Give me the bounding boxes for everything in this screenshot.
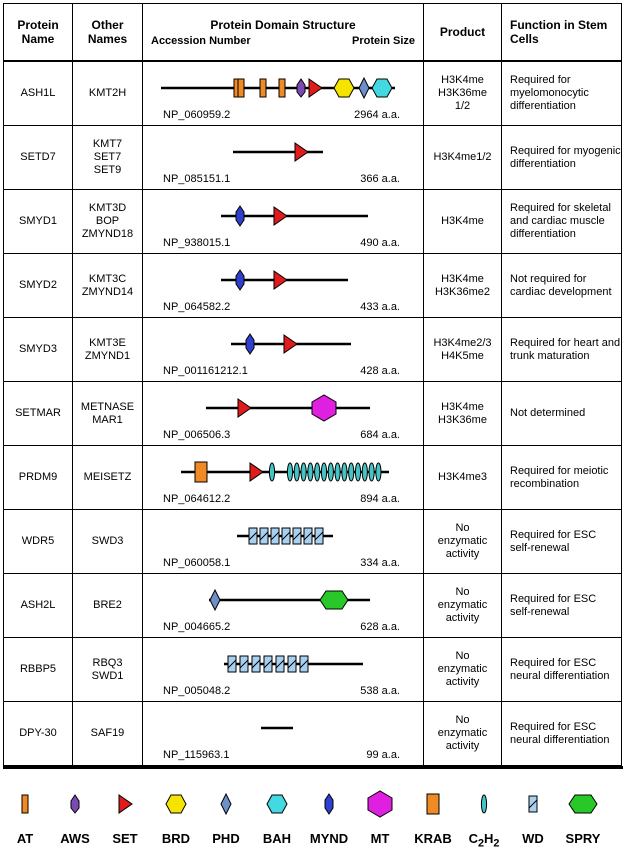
legend-item-aws <box>50 775 100 850</box>
product-line: activity <box>445 612 480 624</box>
domain-structure-cell <box>143 446 424 510</box>
header-other-names: Other Names <box>73 4 143 62</box>
table-row <box>4 574 622 638</box>
mynd-domain <box>325 794 333 814</box>
c2h2-domain <box>369 463 374 481</box>
legend-swatch <box>304 787 354 821</box>
protein-size: 433 a.a. <box>360 301 400 313</box>
other-name: KMT3E <box>89 336 126 349</box>
legend-label: KRAB <box>414 831 452 846</box>
legend-swatch <box>408 787 458 821</box>
legend-item-phd <box>201 775 251 850</box>
product-cell <box>424 61 502 126</box>
table-row <box>4 638 622 702</box>
protein-size: 99 a.a. <box>366 749 400 761</box>
table-row <box>4 510 622 574</box>
other-name: RBQ3 <box>92 656 123 669</box>
c2h2-domain <box>335 463 340 481</box>
function-cell <box>502 446 622 510</box>
function-cell <box>502 510 622 574</box>
product-line: H3K4me <box>441 215 484 227</box>
c2h2-domain <box>342 463 347 481</box>
table-row <box>4 382 622 446</box>
other-names-cell <box>73 190 143 254</box>
other-name: KMT3C <box>88 272 127 285</box>
legend-item-c2h2 <box>459 775 509 850</box>
function-line: differentiation <box>510 228 576 240</box>
protein-name-cell <box>4 638 73 702</box>
function-line: cardiac development <box>510 285 612 298</box>
other-name: BRE2 <box>93 599 122 611</box>
product-cell <box>424 254 502 318</box>
product-line: activity <box>445 740 480 752</box>
function-line: myelomonocytic <box>510 87 589 99</box>
domain-diagram <box>143 62 423 125</box>
legend-swatch <box>50 787 100 821</box>
function-line: Not required for <box>510 272 587 285</box>
accession-number: NP_115963.1 <box>163 749 230 761</box>
product-line: H3K36me <box>438 413 487 426</box>
legend-label: SET <box>112 831 138 846</box>
header-domain-structure <box>143 4 424 62</box>
legend-label: MT <box>370 831 390 846</box>
header-function: Function in Stem Cells <box>502 4 622 62</box>
table-row <box>4 254 622 318</box>
legend-label: WD <box>522 831 544 846</box>
other-names-cell <box>73 254 143 318</box>
function-line: Required for myogenic <box>510 144 621 157</box>
function-line: recombination <box>510 477 580 490</box>
protein-size: 490 a.a. <box>360 237 400 249</box>
phd-domain <box>210 590 220 610</box>
domain-structure-cell <box>143 126 424 190</box>
function-cell <box>502 638 622 702</box>
at-domain <box>260 79 266 97</box>
legend-swatch <box>508 787 558 821</box>
other-name: SAF19 <box>90 727 125 739</box>
legend-label <box>459 831 509 850</box>
table-body <box>4 61 622 766</box>
legend-swatch <box>355 787 405 821</box>
function-cell <box>502 318 622 382</box>
legend-swatch <box>201 787 251 821</box>
protein-name-cell <box>4 702 73 766</box>
krab-domain <box>427 794 439 814</box>
accession-number: NP_006506.3 <box>163 429 231 441</box>
mt-domain <box>368 791 392 817</box>
protein-size: 2964 a.a. <box>354 109 400 121</box>
function-line: Required for ESC <box>510 720 597 733</box>
other-names-cell <box>73 702 143 766</box>
protein-table <box>3 3 622 766</box>
function-cell <box>502 254 622 318</box>
legend-label: MYND <box>309 831 349 846</box>
table-bottom-rule <box>3 766 623 769</box>
c2h2-domain <box>376 463 381 481</box>
c2h2-domain <box>315 463 320 481</box>
aws-domain <box>71 795 79 813</box>
product-cell <box>424 190 502 254</box>
legend-item-bah <box>252 775 302 850</box>
function-cell <box>502 574 622 638</box>
table-header-row <box>4 4 622 62</box>
other-name: METNASE <box>80 400 135 413</box>
legend-swatch <box>100 787 150 821</box>
domain-structure-cell <box>143 382 424 446</box>
protein-size: 538 a.a. <box>360 685 400 697</box>
accession-number: NP_001161212.1 <box>163 365 248 377</box>
function-line: trunk maturation <box>510 349 590 362</box>
phd-domain <box>359 78 369 98</box>
function-line: differentiation <box>510 100 576 112</box>
protein-name: SMYD1 <box>19 215 57 227</box>
product-line: enzymatic <box>437 727 488 739</box>
legend-label-sub: 2 <box>493 837 500 850</box>
header-product: Product <box>424 4 502 62</box>
table-row <box>4 126 622 190</box>
set-domain <box>274 207 287 225</box>
set-domain <box>119 795 132 813</box>
product-line: H3K4me2/3 <box>433 336 492 349</box>
table-row <box>4 318 622 382</box>
set-domain <box>309 79 322 97</box>
set-domain <box>238 399 251 417</box>
legend-swatch <box>558 787 608 821</box>
product-line: enzymatic <box>437 535 488 547</box>
protein-name: SETMAR <box>15 407 61 419</box>
brd-domain <box>334 79 354 97</box>
other-names-cell <box>73 61 143 126</box>
function-line: neural differentiation <box>510 733 610 746</box>
protein-name-cell <box>4 126 73 190</box>
protein-name: WDR5 <box>21 535 55 547</box>
function-line: and cardiac muscle <box>510 215 605 227</box>
other-names-cell <box>73 126 143 190</box>
accession-number: NP_085151.1 <box>163 173 231 185</box>
other-names-cell <box>73 382 143 446</box>
at-domain <box>279 79 285 97</box>
domain-structure-cell <box>143 574 424 638</box>
legend-label-part: H <box>484 831 494 846</box>
legend-item-mynd <box>304 775 354 850</box>
product-line: No <box>455 522 470 534</box>
domain-diagram <box>143 382 423 445</box>
product-line: enzymatic <box>437 663 488 675</box>
krab-domain <box>195 462 207 482</box>
protein-name: SETD7 <box>20 151 56 163</box>
bah-domain <box>372 79 392 97</box>
c2h2-domain <box>269 463 274 481</box>
legend-item-set <box>100 775 150 850</box>
at-domain <box>238 79 244 97</box>
function-line: Required for ESC <box>510 656 597 669</box>
set-domain <box>284 335 297 353</box>
c2h2-domain <box>294 463 299 481</box>
product-line: 1/2 <box>454 100 471 112</box>
header-accession: Accession Number <box>151 34 251 47</box>
function-cell <box>502 61 622 126</box>
c2h2-domain <box>362 463 367 481</box>
accession-number: NP_005048.2 <box>163 685 231 697</box>
other-name: KMT7 <box>92 138 123 150</box>
legend-swatch <box>151 787 201 821</box>
protein-name: DPY-30 <box>19 727 57 739</box>
domain-diagram <box>143 702 423 765</box>
protein-size: 684 a.a. <box>360 429 400 441</box>
set-domain <box>295 143 308 161</box>
domain-diagram <box>143 190 423 253</box>
other-names-cell <box>73 510 143 574</box>
brd-domain <box>166 795 186 813</box>
domain-legend <box>3 775 623 850</box>
other-name: ZMYND14 <box>81 285 134 298</box>
c2h2-domain <box>349 463 354 481</box>
c2h2-domain <box>308 463 313 481</box>
domain-diagram <box>143 446 423 509</box>
header-domain-title: Protein Domain Structure <box>210 17 356 32</box>
function-line: self-renewal <box>510 541 570 554</box>
function-line: Not determined <box>510 407 586 419</box>
function-line: Required for ESC <box>510 592 597 605</box>
protein-name: SMYD2 <box>19 279 57 291</box>
protein-name-cell <box>4 318 73 382</box>
domain-diagram <box>143 574 423 637</box>
product-cell <box>424 574 502 638</box>
domain-diagram <box>143 254 423 317</box>
function-line: neural differentiation <box>510 669 610 682</box>
product-line: No <box>455 586 470 598</box>
function-line: Required for ESC <box>510 528 597 541</box>
domain-structure-cell <box>143 254 424 318</box>
legend-swatch <box>252 787 302 821</box>
product-cell <box>424 510 502 574</box>
c2h2-domain <box>355 463 360 481</box>
accession-number: NP_004665.2 <box>163 621 231 633</box>
function-cell <box>502 126 622 190</box>
product-line: H3K4me3 <box>438 471 487 483</box>
legend-label: PHD <box>212 831 240 846</box>
function-line: Required for meiotic <box>510 464 609 477</box>
product-cell <box>424 318 502 382</box>
legend-label-sub: 2 <box>477 837 484 850</box>
set-domain <box>274 271 287 289</box>
protein-name-cell <box>4 61 73 126</box>
legend-label: BAH <box>262 831 292 846</box>
product-cell <box>424 446 502 510</box>
protein-name-cell <box>4 254 73 318</box>
product-line: H4K5me <box>441 349 484 362</box>
legend-label: SPRY <box>565 831 601 846</box>
function-cell <box>502 382 622 446</box>
product-cell <box>424 126 502 190</box>
phd-domain <box>221 794 231 814</box>
protein-size: 428 a.a. <box>360 365 400 377</box>
product-line: activity <box>445 676 480 688</box>
protein-size: 334 a.a. <box>360 557 400 569</box>
product-line: No <box>455 650 470 662</box>
domain-structure-cell <box>143 638 424 702</box>
accession-number: NP_064582.2 <box>163 301 231 313</box>
protein-size: 628 a.a. <box>360 621 400 633</box>
accession-number: NP_060058.1 <box>163 557 231 569</box>
function-line: Required for skeletal <box>510 202 611 214</box>
mynd-domain <box>236 270 244 290</box>
product-cell <box>424 702 502 766</box>
table-row <box>4 61 622 126</box>
other-names-cell <box>73 574 143 638</box>
domain-structure-cell <box>143 61 424 126</box>
accession-number: NP_064612.2 <box>163 493 231 505</box>
product-line: H3K4me <box>441 272 484 285</box>
product-cell <box>424 382 502 446</box>
product-line: activity <box>445 548 480 560</box>
domain-structure-cell <box>143 702 424 766</box>
other-name: MEISETZ <box>83 471 132 483</box>
at-domain <box>22 795 28 813</box>
legend-item-wd <box>508 775 558 850</box>
domain-structure-cell <box>143 190 424 254</box>
accession-number: NP_060959.2 <box>163 109 231 121</box>
function-line: self-renewal <box>510 605 570 618</box>
domain-structure-cell <box>143 318 424 382</box>
product-line: H3K4me <box>441 74 484 86</box>
product-line: H3K4me1/2 <box>433 151 492 163</box>
function-line: Required for <box>510 74 571 86</box>
set-domain <box>250 463 263 481</box>
product-line: H3K36me <box>438 87 487 99</box>
aws-domain <box>297 79 305 97</box>
protein-name: RBBP5 <box>19 663 57 675</box>
legend-item-mt <box>355 775 405 850</box>
protein-name: PRDM9 <box>18 471 58 483</box>
accession-number: NP_938015.1 <box>163 237 231 249</box>
protein-name-cell <box>4 446 73 510</box>
c2h2-domain <box>321 463 326 481</box>
other-name: MAR1 <box>92 413 123 426</box>
spry-domain <box>320 591 348 609</box>
other-name: KMT3D <box>88 202 127 214</box>
domain-diagram <box>143 510 423 573</box>
protein-name: ASH2L <box>20 599 56 611</box>
function-cell <box>502 190 622 254</box>
other-name: SET9 <box>93 164 122 176</box>
product-line: No <box>455 714 470 726</box>
other-name: KMT2H <box>88 87 127 99</box>
other-name: ZMYND18 <box>81 228 134 240</box>
function-line: Required for heart and <box>510 336 621 349</box>
legend-label: AT <box>16 831 34 846</box>
legend-swatch <box>459 787 509 821</box>
legend-label-part: C <box>468 831 478 846</box>
domain-diagram <box>143 638 423 701</box>
bah-domain <box>267 795 287 813</box>
protein-size: 366 a.a. <box>360 173 400 185</box>
protein-name-cell <box>4 382 73 446</box>
header-protein-size: Protein Size <box>352 34 415 47</box>
product-line: enzymatic <box>437 599 488 611</box>
legend-label: BRD <box>161 831 191 846</box>
legend-swatch <box>0 787 50 821</box>
table-row <box>4 446 622 510</box>
c2h2-domain <box>287 463 292 481</box>
mynd-domain <box>246 334 254 354</box>
protein-name-cell <box>4 190 73 254</box>
other-names-cell <box>73 318 143 382</box>
legend-item-at <box>0 775 50 850</box>
legend-item-krab <box>408 775 458 850</box>
product-line: H3K36me2 <box>434 285 491 298</box>
protein-name: ASH1L <box>20 87 56 99</box>
other-names-cell <box>73 446 143 510</box>
legend-item-brd <box>151 775 201 850</box>
c2h2-domain <box>481 795 486 813</box>
c2h2-domain <box>328 463 333 481</box>
protein-size: 894 a.a. <box>360 493 400 505</box>
other-name: SWD1 <box>91 669 124 682</box>
table-row <box>4 702 622 766</box>
mynd-domain <box>236 206 244 226</box>
product-cell <box>424 638 502 702</box>
product-line: H3K4me <box>441 400 484 413</box>
other-name: SWD3 <box>91 535 124 547</box>
domain-diagram <box>143 126 423 189</box>
other-name: ZMYND1 <box>84 349 131 362</box>
protein-name-cell <box>4 510 73 574</box>
header-protein-name: Protein Name <box>4 4 73 62</box>
other-name: BOP <box>95 215 120 227</box>
domain-structure-cell <box>143 510 424 574</box>
domain-diagram <box>143 318 423 381</box>
legend-item-spry <box>558 775 608 850</box>
table-row <box>4 190 622 254</box>
c2h2-domain <box>301 463 306 481</box>
protein-name-cell <box>4 574 73 638</box>
function-line: differentiation <box>510 157 576 170</box>
other-name: SET7 <box>93 151 122 163</box>
legend-label: AWS <box>60 831 90 846</box>
function-cell <box>502 702 622 766</box>
other-names-cell <box>73 638 143 702</box>
spry-domain <box>569 795 597 813</box>
mt-domain <box>312 395 336 421</box>
protein-name: SMYD3 <box>19 343 57 355</box>
